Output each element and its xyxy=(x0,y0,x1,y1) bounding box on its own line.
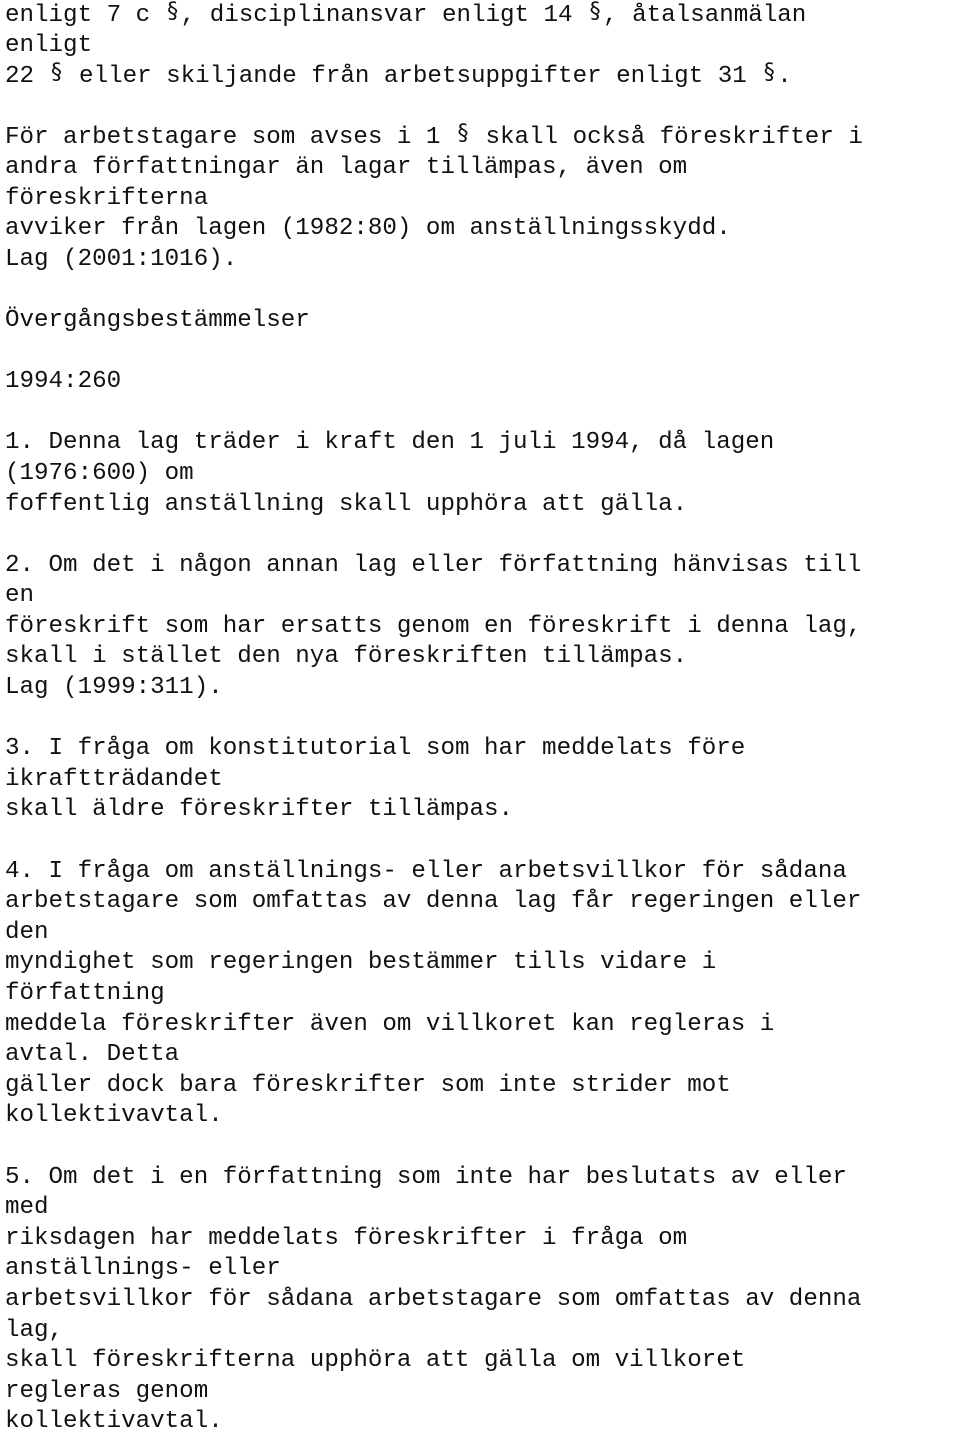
intro-line-1 xyxy=(5,0,955,31)
applicability-line-5: Lag (2001:1016). xyxy=(5,245,238,273)
item-2-line-3: föreskrift som har ersatts genom en föreskrift i denna lag, xyxy=(5,612,862,640)
paragraph-gap xyxy=(5,520,955,551)
item-2-line-4: skall i stället den nya föreskriften tillämpas. xyxy=(5,643,688,671)
paragraph-gap xyxy=(5,92,955,123)
section-symbol: § xyxy=(167,0,179,24)
item-2-line-5: Lag (1999:311). xyxy=(5,674,223,702)
item-2-line-2: en xyxy=(5,582,35,610)
item-4-line-6: meddela föreskrifter även om villkoret kan regleras i xyxy=(5,1010,775,1038)
paragraph-gap xyxy=(5,398,955,429)
heading-transitional-provisions: Övergångsbestämmelser xyxy=(5,306,310,334)
item-4-line-5: författning xyxy=(5,980,165,1007)
item-5-line-8: regleras genom xyxy=(5,1377,209,1405)
item-5-line-3: riksdagen har meddelats föreskrifter i fråga om xyxy=(5,1224,688,1252)
applicability-line-2: andra författningar än lagar tillämpas, även om xyxy=(5,153,688,181)
item-3-line-2: ikraftträdandet xyxy=(5,765,223,793)
item-4-line-3: den xyxy=(5,918,49,946)
item-5-line-5: arbetsvillkor för sådana arbetstagare som omfattas av denna xyxy=(5,1285,862,1313)
applicability-line-3: föreskrifterna xyxy=(5,184,209,212)
item-1-line-2: (1976:600) om xyxy=(5,459,194,487)
item-5-line-4: anställnings- eller xyxy=(5,1255,281,1283)
item-3-line-1: 3. I fråga om konstitutorial som har meddelats före xyxy=(5,735,746,763)
item-4-line-9: kollektivavtal. xyxy=(5,1102,223,1130)
intro-text-c: , åtalsanmälan xyxy=(603,2,807,29)
paragraph-gap xyxy=(5,704,955,735)
section-symbol: § xyxy=(51,60,63,86)
item-5-line-2: med xyxy=(5,1194,49,1222)
item-4-line-8: gäller dock bara föreskrifter som inte strider mot xyxy=(5,1071,731,1099)
intro-text-d: 22 xyxy=(5,63,49,91)
paragraph-gap xyxy=(5,337,955,368)
item-4-line-4: myndighet som regeringen bestämmer tills vidare i xyxy=(5,949,717,977)
applicability-line-1 xyxy=(5,122,955,153)
intro-text-f: . xyxy=(777,63,792,91)
section-symbol: § xyxy=(457,121,469,147)
section-symbol: § xyxy=(763,60,775,86)
item-5-line-6: lag, xyxy=(5,1316,64,1344)
paragraph-gap xyxy=(5,826,955,857)
item-2-line-1: 2. Om det i någon annan lag eller författning hänvisas till xyxy=(5,551,862,579)
item-5-line-7: skall föreskrifterna upphöra att gälla om villkoret xyxy=(5,1347,746,1375)
applicability-text-b: skall också föreskrifter i xyxy=(470,124,863,152)
intro-line-2: enligt xyxy=(5,31,93,59)
item-5-line-9: kollektivavtal. xyxy=(5,1408,223,1436)
section-symbol: § xyxy=(589,0,601,24)
applicability-line-4: avviker från lagen (1982:80) om anställningsskydd. xyxy=(5,215,731,243)
item-1-line-3: foffentlig anställning skall upphöra att gälla. xyxy=(5,490,688,518)
paragraph-gap xyxy=(5,1132,955,1163)
item-4-line-2: arbetstagare som omfattas av denna lag får regeringen eller xyxy=(5,888,862,916)
item-5-line-1: 5. Om det i en författning som inte har beslutats av eller xyxy=(5,1163,847,1191)
item-3-line-3: skall äldre föreskrifter tillämpas. xyxy=(5,796,514,824)
item-4-line-1: 4. I fråga om anställnings- eller arbetsvillkor för sådana xyxy=(5,857,847,885)
intro-text-b: , disciplinansvar enligt 14 xyxy=(180,2,588,29)
paragraph-gap xyxy=(5,275,955,306)
intro-text-a: enligt 7 c xyxy=(5,2,165,29)
law-text-document xyxy=(5,0,955,1438)
intro-line-3 xyxy=(5,61,955,92)
item-1-line-1: 1. Denna lag träder i kraft den 1 juli 1994, då lagen xyxy=(5,429,775,457)
intro-text-e: eller skiljande från arbetsuppgifter enligt 31 xyxy=(64,63,762,91)
applicability-text-a: För arbetstagare som avses i 1 xyxy=(5,124,455,152)
heading-sfs-number: 1994:260 xyxy=(5,368,122,396)
item-4-line-7: avtal. Detta xyxy=(5,1041,180,1069)
